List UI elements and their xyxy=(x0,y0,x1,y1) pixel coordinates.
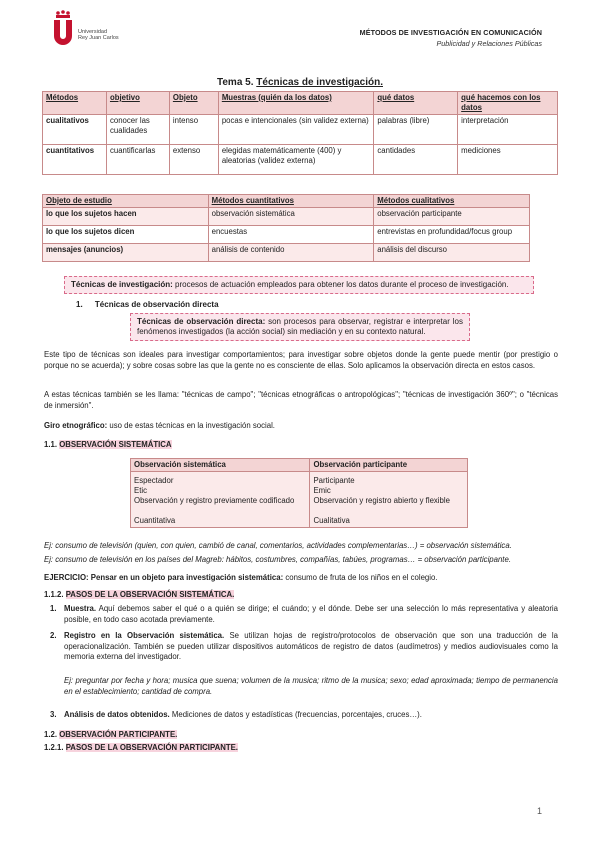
step-3 xyxy=(50,710,558,721)
table-header-cell: objetivo xyxy=(106,92,169,115)
table-row xyxy=(43,226,530,244)
table-cell: pocas e intencionales (sin validez externa) xyxy=(218,115,374,145)
table-header-cell: Observación participante xyxy=(310,459,468,472)
cell-line: Participante xyxy=(313,476,355,485)
table-cell: conocer las cualidades xyxy=(106,115,169,145)
section-title: OBSERVACIÓN SISTEMÁTICA xyxy=(59,440,172,449)
cell-line: Observación y registro abierto y flexible xyxy=(313,496,450,505)
methods-table-header xyxy=(43,92,558,115)
table-row xyxy=(43,115,558,145)
table-cell: observación sistemática xyxy=(208,208,374,226)
step-number: 1. xyxy=(50,604,57,613)
cell-spacer xyxy=(313,506,464,516)
section-number: 1.1. xyxy=(44,440,58,449)
table-cell: mensajes (anuncios) xyxy=(43,244,209,262)
course-title: MÉTODOS DE INVESTIGACIÓN EN COMUNICACIÓN xyxy=(359,28,542,37)
direct-observation-box xyxy=(130,313,470,341)
table-cell: cualitativos xyxy=(43,115,107,145)
table-header-cell: qué hacemos con los datos xyxy=(458,92,558,115)
table-cell: cantidades xyxy=(374,145,458,175)
definition-text: procesos de actuación empleados para obtener los datos durante el proceso de investigación. xyxy=(172,280,509,289)
cell-line: Cualitativa xyxy=(313,516,350,525)
section-1-heading xyxy=(76,300,219,309)
title-prefix: Tema 5. xyxy=(217,77,254,88)
step-1 xyxy=(50,604,558,625)
study-object-table xyxy=(42,194,530,262)
section-title: PASOS DE LA OBSERVACIÓN SISTEMÁTICA. xyxy=(65,590,235,599)
table-header-cell: Métodos cuantitativos xyxy=(208,195,374,208)
table-row xyxy=(43,244,530,262)
table-cell: intenso xyxy=(169,115,218,145)
table-cell: palabras (libre) xyxy=(374,115,458,145)
section-1-2-heading xyxy=(44,730,177,739)
table-cell: lo que los sujetos hacen xyxy=(43,208,209,226)
page-number: 1 xyxy=(536,806,542,816)
section-number: 1.2. xyxy=(44,730,58,739)
step-term: Registro en la Observación sistemática. xyxy=(64,631,225,640)
example-2: Ej: consumo de televisión en los países del Magreb: hábitos, costumbres, compañías, tabúes, programas… = observación participante. xyxy=(44,555,511,564)
section-number: 1.2.1. xyxy=(44,743,64,752)
table-cell: cuantitativos xyxy=(43,145,107,175)
study-object-table-header xyxy=(43,195,530,208)
table-cell: interpretación xyxy=(458,115,558,145)
cell-spacer xyxy=(134,506,306,516)
table-cell: entrevistas en profundidad/focus group xyxy=(374,226,530,244)
page-title xyxy=(0,77,600,88)
paragraph-2: A estas técnicas también se les llama: "técnicas de campo"; "técnicas etnográficas o antropológicas"; "técnicas de investigación 360º"; o "técnicas de inmersión". xyxy=(44,390,558,410)
section-title: OBSERVACIÓN PARTICIPANTE. xyxy=(59,730,178,739)
cell-line: Emic xyxy=(313,486,331,495)
table-header-cell: Métodos cualitativos xyxy=(374,195,530,208)
cell-line: Etic xyxy=(134,486,147,495)
section-1-2-1-heading xyxy=(44,743,238,752)
step-2 xyxy=(50,631,558,663)
table-cell: lo que los sujetos dicen xyxy=(43,226,209,244)
section-1-1-heading xyxy=(44,440,172,449)
section-number: 1. xyxy=(76,300,83,309)
table-cell: observación participante xyxy=(374,208,530,226)
step-term: Análisis de datos obtenidos. xyxy=(64,710,170,719)
paragraph-1: Este tipo de técnicas son ideales para investigar comportamientos; para investigar sobre objetos donde la gente puede mentir (por prestigio o porque no se acuerda); y sobre cosas sobre las que la gente no es consciente de ellas. Solo aplicamos la observación directa en estos casos. xyxy=(44,350,558,370)
table-header-cell: Métodos xyxy=(43,92,107,115)
step-number: 3. xyxy=(50,710,57,719)
box-text: son procesos para observar, registrar e interpretar los fenómenos investigados (la acción social) sin mediación y en su contexto natural. xyxy=(137,317,463,336)
exercise-term: EJERCICIO: Pensar en un objeto para investigación sistemática: xyxy=(44,573,284,582)
cell-line: Cuantitativa xyxy=(134,516,176,525)
example-1: Ej: consumo de televisión (quien, con quien, cambió de canal, comentarios, actividades complementarias…) = observación sistemática. xyxy=(44,541,512,550)
table-row xyxy=(43,208,530,226)
para3-term: Giro etnográfico: xyxy=(44,421,108,430)
observation-comparison-table xyxy=(130,458,468,528)
title-text: Técnicas de investigación. xyxy=(256,77,383,88)
definition-term: Técnicas de investigación: xyxy=(71,280,173,289)
section-1-1-2-heading xyxy=(44,590,234,599)
table-cell xyxy=(131,472,310,528)
table-header-cell: Objeto de estudio xyxy=(43,195,209,208)
para3-text: uso de estas técnicas en la investigación social. xyxy=(107,421,275,430)
step-text: Aquí debemos saber el qué o a quién se dirige; el cuándo; y el dónde. Debe ser una selección lo más representativa y aleatoria posible, en todo caso acotada previamente. xyxy=(64,604,558,624)
table-cell: mediciones xyxy=(458,145,558,175)
logo-text-line1: Universidad xyxy=(78,29,108,35)
box-term: Técnicas de observación directa: xyxy=(137,317,266,326)
exercise xyxy=(44,573,558,584)
university-logo xyxy=(50,10,120,50)
step-text: Mediciones de datos y estadísticas (frecuencias, porcentajes, cruces…). xyxy=(169,710,422,719)
section-number: 1.1.2. xyxy=(44,590,64,599)
table-cell: análisis del discurso xyxy=(374,244,530,262)
cell-line: Espectador xyxy=(134,476,174,485)
logo-text-line2: Rey Juan Carlos xyxy=(78,35,119,41)
exercise-text: consumo de fruta de los niños en el colegio. xyxy=(283,573,438,582)
table-cell: cuantificarlas xyxy=(106,145,169,175)
step-number: 2. xyxy=(50,631,57,640)
course-subtitle: Publicidad y Relaciones Públicas xyxy=(436,39,542,48)
step-text: Se utilizan hojas de registro/protocolos de observación que son una traducción de la operacionalización. También se pueden utilizar dispositivos automáticos de registro de datos (audímetros) y medios audiovisuales como la memoria externa del investigador. xyxy=(64,631,558,661)
course-header xyxy=(360,27,542,49)
table-cell xyxy=(310,472,468,528)
table-header-cell: qué datos xyxy=(374,92,458,115)
table-header-cell: Observación sistemática xyxy=(131,459,310,472)
table-header-cell: Muestras (quién da los datos) xyxy=(218,92,374,115)
step-term: Muestra. xyxy=(64,604,97,613)
definition-box xyxy=(64,276,534,294)
table-cell: elegidas matemáticamente (400) y aleatorias (validez externa) xyxy=(218,145,374,175)
table-row xyxy=(131,472,468,528)
comparison-table-header xyxy=(131,459,468,472)
cell-line: Observación y registro previamente codificado xyxy=(134,496,295,505)
section-title: Técnicas de observación directa xyxy=(94,300,219,309)
table-cell: extenso xyxy=(169,145,218,175)
table-cell: encuestas xyxy=(208,226,374,244)
paragraph-3 xyxy=(44,421,558,432)
table-cell: análisis de contenido xyxy=(208,244,374,262)
section-title: PASOS DE LA OBSERVACIÓN PARTICIPANTE. xyxy=(65,743,238,752)
table-row xyxy=(43,145,558,175)
table-header-cell: Objeto xyxy=(169,92,218,115)
step-2-example: Ej: preguntar por fecha y hora; musica que suena; volumen de la musica; ritmo de la musica; sexo; edad aproximada; tiempo de permanencia en el establecimiento; cantidad de compra. xyxy=(64,676,558,696)
methods-table xyxy=(42,91,558,175)
